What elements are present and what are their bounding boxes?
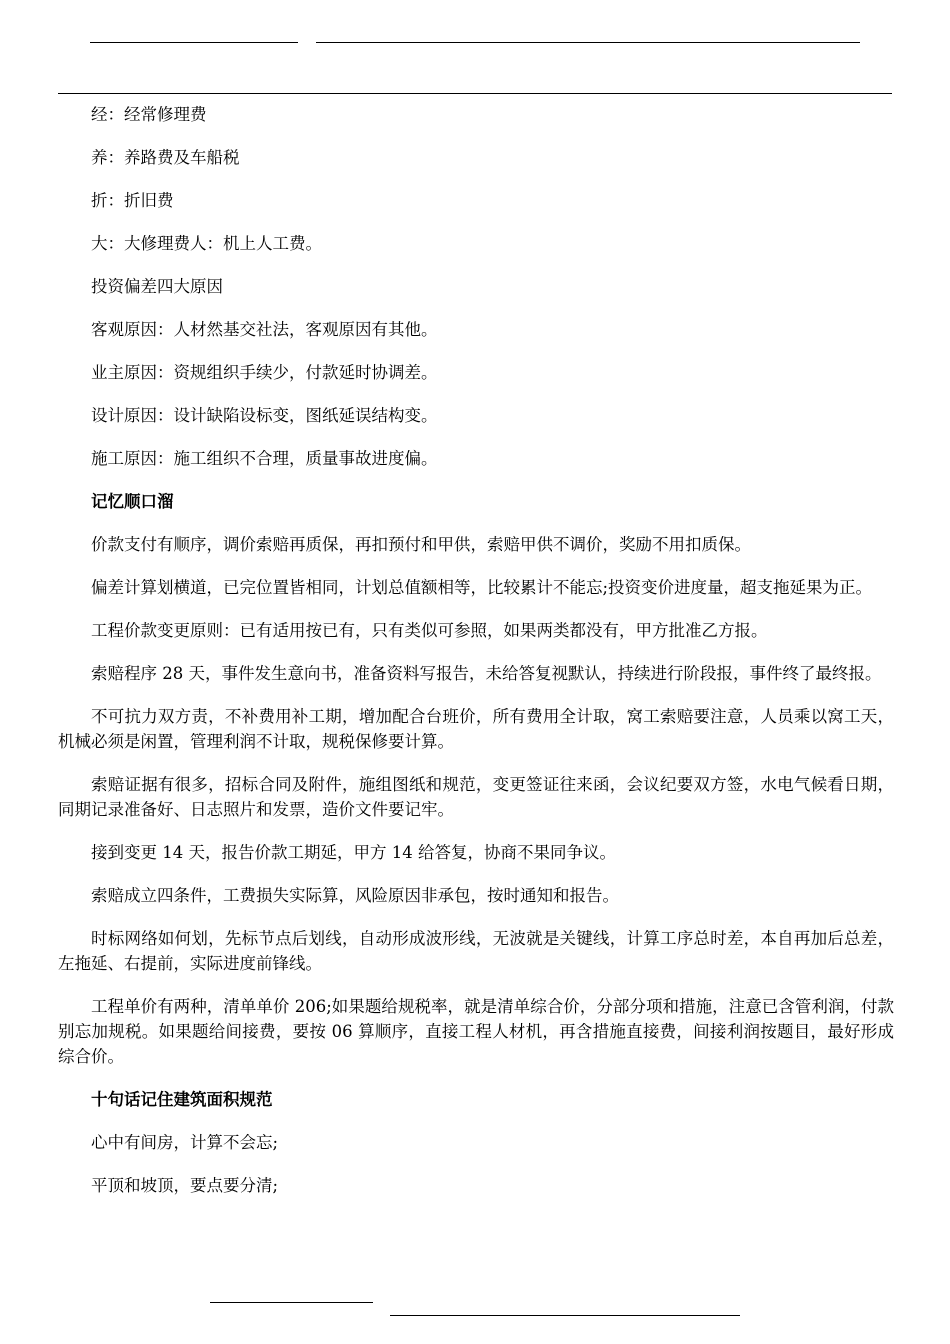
bottom-rule-right <box>390 1315 740 1316</box>
top-rule-left <box>90 42 298 43</box>
paragraph: 设计原因：设计缺陷设标变，图纸延误结构变。 <box>91 406 438 425</box>
paragraph: 索赔程序 28 天，事件发生意向书，准备资料写报告，未给答复视默认，持续进行阶段报，事件终了最终报。 <box>91 664 882 683</box>
paragraph: 养：养路费及车船税 <box>91 148 240 167</box>
section-heading: 十句话记住建筑面积规范 <box>91 1090 273 1109</box>
top-rule-right <box>316 42 860 43</box>
paragraph: 工程价款变更原则：已有适用按已有，只有类似可参照，如果两类都没有，甲方批准乙方报。 <box>91 621 768 640</box>
section-heading: 记忆顺口溜 <box>91 492 174 511</box>
paragraph: 平顶和坡顶，要点要分清; <box>91 1176 279 1195</box>
document-body <box>58 102 894 1216</box>
paragraph: 折：折旧费 <box>91 191 174 210</box>
paragraph: 心中有间房，计算不会忘; <box>91 1133 279 1152</box>
paragraph: 时标网络如何划，先标节点后划线，自动形成波形线，无波就是关键线，计算工序总时差，本自再加后总差，左拖延、右提前，实际进度前锋线。 <box>58 929 894 973</box>
paragraph: 偏差计算划横道，已完位置皆相同，计划总值额相等，比较累计不能忘;投资变价进度量，超支拖延果为正。 <box>91 578 873 597</box>
paragraph: 业主原因：资规组织手续少，付款延时协调差。 <box>91 363 438 382</box>
paragraph: 索赔成立四条件，工费损失实际算，风险原因非承包，按时通知和报告。 <box>91 886 619 905</box>
paragraph: 施工原因：施工组织不合理，质量事故进度偏。 <box>91 449 438 468</box>
header-rule <box>58 93 892 94</box>
paragraph: 索赔证据有很多，招标合同及附件，施组图纸和规范，变更签证往来函，会议纪要双方签，水电气候看日期，同期记录准备好、日志照片和发票，造价文件要记牢。 <box>58 775 894 819</box>
paragraph: 投资偏差四大原因 <box>91 277 223 296</box>
bottom-rule-left <box>210 1302 373 1303</box>
paragraph: 工程单价有两种，清单单价 206;如果题给规税率，就是清单综合价，分部分项和措施，注意已含管利润，付款别忘加规税。如果题给间接费，要按 06 算顺序，直接工程人材机，再含措施直接费，间接利润按题目，最好形成综合价。 <box>58 997 894 1066</box>
paragraph: 客观原因：人材然基交社法，客观原因有其他。 <box>91 320 438 339</box>
paragraph: 接到变更 14 天，报告价款工期延，甲方 14 给答复，协商不果同争议。 <box>91 843 616 862</box>
paragraph: 经：经常修理费 <box>91 105 207 124</box>
paragraph: 不可抗力双方责，不补费用补工期，增加配合台班价，所有费用全计取，窝工索赔要注意，人员乘以窝工天，机械必须是闲置，管理利润不计取，规税保修要计算。 <box>58 707 894 751</box>
paragraph: 大：大修理费人：机上人工费。 <box>91 234 322 253</box>
paragraph: 价款支付有顺序，调价索赔再质保，再扣预付和甲供，索赔甲供不调价，奖励不用扣质保。 <box>91 535 751 554</box>
